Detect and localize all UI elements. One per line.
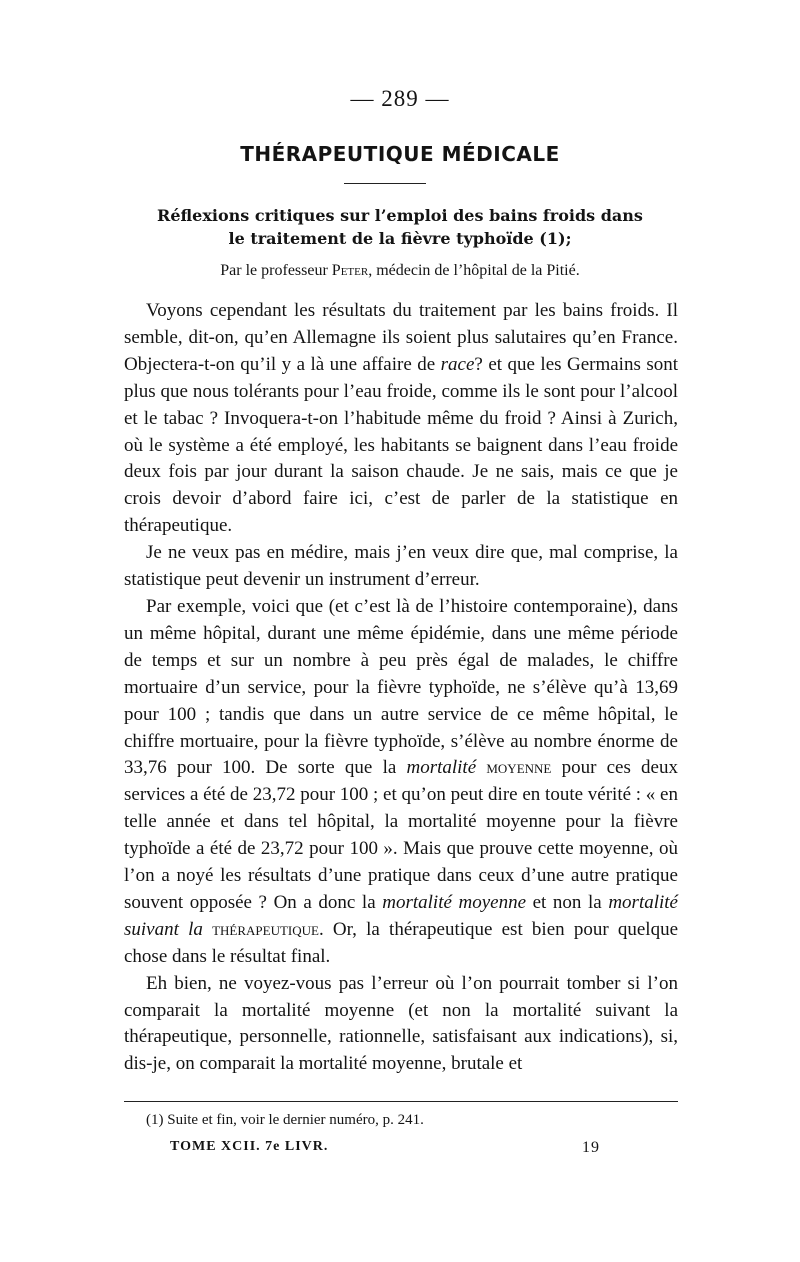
byline [124, 262, 676, 280]
title-divider [344, 183, 426, 184]
text-run: Eh bien, ne voyez-vous pas l’erreur où l’on pourrait tomber si l’on comparait la mortalité moyenne (et non la mortalité suivant la thérapeutique, personnelle, rationnelle, satisfaisant aux indications), si, dis-je, on comparait la mortalité moyenne, brutale et [124, 972, 678, 1075]
paragraph-4 [124, 971, 678, 1079]
small-caps-therapeutique: thérapeutique [212, 918, 319, 940]
text-run: Je ne veux pas en médire, mais j’en veux dire que, mal comprise, la statistique peut devenir un instrument d’erreur. [124, 542, 678, 591]
footnote-rule [124, 1101, 678, 1102]
volume-signature: TOME XCII. 7e LIVR. [170, 1139, 329, 1154]
emphasis-mortalite: mortalité [406, 757, 477, 779]
small-caps-moyenne: moyenne [486, 757, 552, 779]
text-run: Voyons cependant les résultats du traitement par les bains froids. Il semble, dit-on, qu’en Allemagne ils soient plus salutaires qu’en France. Objectera-t-on qu’il y a là une affaire de [124, 300, 678, 375]
text-run: pour ces deux services a été de 23,72 pour 100 ; et qu’on peut dire en toute vérité : « en telle année et dans tel hôpital, la mortalité moyenne pour la fièvre typhoïde a été de 23,72 pour 100 ». Mais que prouve cette moyenne, où l’on a noyé les résultats d’une pratique dans ceux d’une autre pratique souvent opposée ? On a donc la [124, 757, 678, 913]
footnote: (1) Suite et fin, voir le dernier numéro, p. 241. [146, 1112, 424, 1128]
paragraph-3 [124, 594, 678, 971]
byline-suffix: , médecin de l’hôpital de la Pitié. [368, 262, 580, 279]
page-number: — 289 — [350, 86, 450, 111]
text-run: ? et que les Germains sont plus que nous tolérants pour l’eau froide, comme ils le sont pour l’alcool et le tabac ? Invoquera-t-on l’habitude même du froid ? Ainsi à Zurich, où le système a été employé, les habitants se baignent dans l’eau froide deux fois par jour durant la saison chaude. Je ne sais, mais ce que je crois devoir d’abord faire ici, c’est de parler de la statistique en thérapeutique. [124, 353, 678, 537]
paragraph-1 [124, 298, 678, 540]
text-run: . Or, la thérapeutique est bien pour quelque chose dans le résultat final. [124, 918, 678, 967]
text-run: et non la [526, 891, 609, 913]
article-title-line-1: Réflexions critiques sur l’emploi des bains froids dans [157, 206, 643, 225]
article-body [124, 298, 678, 1078]
article-title-line-2: le traitement de la fièvre typhoïde (1); [228, 229, 572, 248]
emphasis-mortalite-suivant: mortalité suivant la [124, 891, 678, 940]
sheet-number: 19 [582, 1139, 600, 1156]
signature-line [170, 1139, 600, 1155]
paragraph-2 [124, 540, 678, 594]
article-title [124, 204, 676, 250]
byline-prefix: Par le professeur [220, 262, 332, 279]
text-run: Par exemple, voici que (et c’est là de l’histoire contemporaine), dans un même hôpital, durant une même épidémie, dans une même période de temps et sur un nombre à peu près égal de malades, le chiffre mortuaire d’un service, pour la fièvre typhoïde, ne s’élève qu’à 13,69 pour 100 ; tandis que dans un autre service de ce même hôpital, le chiffre mortuaire, pour la fièvre typhoïde, s’élève au nombre énorme de 33,76 pour 100. De sorte que la [124, 595, 678, 779]
emphasis-race: race [440, 353, 475, 375]
emphasis-mortalite-moyenne: mortalité moyenne [382, 891, 527, 913]
section-title: THÉRAPEUTIQUE MÉDICALE [240, 142, 560, 166]
author-name: Peter [331, 262, 369, 279]
